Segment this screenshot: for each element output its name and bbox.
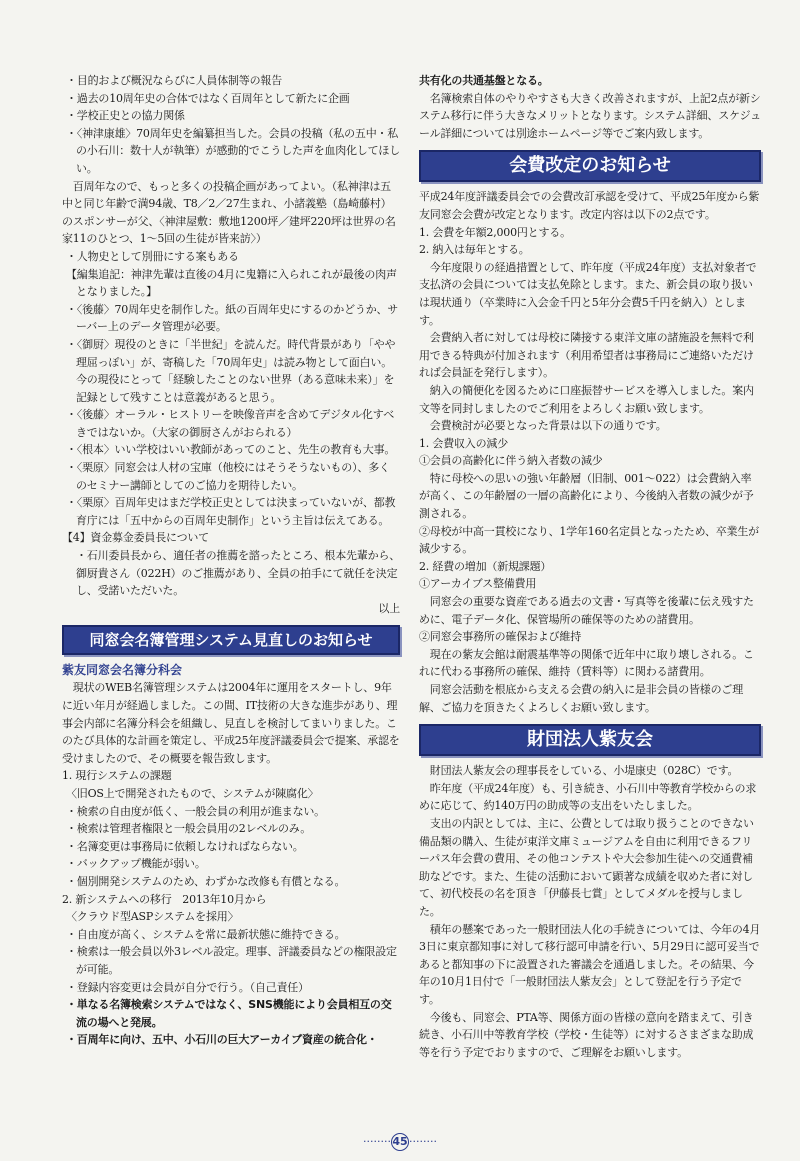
text-line: ・〈栗原〉同窓会は人材の宝庫（他校にはそうそうないもの）、多くのセミナー講師としてのご協力を期待したい。 [66, 461, 390, 492]
section-4-title: 【4】資金募金委員長について [62, 531, 209, 545]
foundation-text [419, 762, 761, 1061]
text-line: ・バックアップ機能が弱い。 [66, 857, 206, 871]
text-line: 会費納入者に対しては母校に隣接する東洋文庫の諸施設を無料で利用できる特典が付加されます（利用希望者は事務局にご連絡いただければ会員証を発行します）。 [419, 331, 754, 380]
text-line: ・個別開発システムのため、わずかな改修も有償となる。 [66, 874, 346, 888]
text-line: 同窓会活動を根底から支える会費の納入に是非会員の皆様のご理解、ご協力を頂きたくよろしくお願い致します。 [419, 683, 743, 714]
text-line: 【編集追記：神津先輩は直後の4月に鬼籍に入られこれが最後の肉声となりました。】 [66, 267, 397, 299]
text-line: ②母校が中高一貫校になり、1学年160名定員となったため、卒業生が減少する。 [419, 524, 759, 556]
text-line: ・自由度が高く、システムを常に最新状態に維持できる。 [66, 927, 346, 941]
section-4-end: 以上 [378, 601, 400, 615]
text-line: 2. 経費の増加（新規課題） [419, 559, 552, 573]
text-line: 財団法人紫友会の理事長をしている、小堤康史（028C）です。 [419, 764, 739, 778]
left-column [62, 72, 400, 1049]
text-line: 平成24年度評議委員会での会費改訂承認を受けて、平成25年度から紫友同窓会会費が改定となります。改定内容は以下の2点です。 [419, 190, 760, 221]
subhead-roster-subcommittee: 紫友同窓会名簿分科会 [62, 663, 183, 678]
bold-line: ・単なる名簿検索システムではなく、SNS機能により会員相互の交流の場へと発展。 [66, 998, 392, 1029]
text-line: 〈クラウド型ASPシステムを採用〉 [66, 910, 239, 924]
text-line: ・目的および概況ならびに人員体制等の報告 [66, 74, 282, 87]
benefit-continued: 共有化の共通基盤となる。 [419, 74, 549, 87]
roster-intro: 名簿検索自体のやりやすさも大きく改善されますが、上記2点が新システム移行に伴う大きなメリットとなります。システム詳細、スケジュール詳細については別途ホームページ等でご案内致します。 [419, 91, 761, 140]
text-line: 2. 納入は毎年とする。 [419, 243, 530, 257]
text-line: 2. 新システムへの移行 2013年10月から [62, 892, 267, 906]
text-line: 今後も、同窓会、PTA等、関係方面の皆様の意向を踏まえて、引き続き、小石川中等教育学校（学校・生徒等）に対するさまざまな助成等を行う予定でおりますので、ご理解をお願いします。 [419, 1010, 754, 1059]
text-line: ・名簿変更は事務局に依頼しなければならない。 [66, 839, 304, 853]
text-line: 現状のWEB名簿管理システムは2004年に運用をスタートし、9年に近い年月が経過しました。この間、IT技術の大きな進歩があり、理事会内部に名簿分科会を組織し、見直しを検討してまいりました。このたび具体的な計画を策定し、平成25年度評議委員会で提案、承認を受けましたので、その概要を報告致します。 [62, 681, 400, 765]
text-line: ・〈神津康雄〉70周年史を編纂担当した。会員の投稿（私の五中・私の小石川：数十人が執筆）が感動的でこうした声を血肉化してほしい。 [66, 126, 400, 175]
text-line: 1. 会費収入の減少 [419, 436, 508, 450]
text-line: ・〈根本〉いい学校はいい教師があってのこと、先生の教育も大事。 [66, 443, 396, 457]
text-line: ・検索は一般会員以外3レベル設定。理事、評議委員などの権限設定が可能。 [66, 945, 397, 976]
text-line: ②同窓会事務所の確保および維持 [419, 630, 581, 644]
banner-foundation: 財団法人紫友会 [419, 724, 761, 756]
text-line: 特に母校への思いの強い年齢層（旧制、001～022）は会費納入率が高く、この年齢層の一層の高齢化により、今後納入者数の減少が予測される。 [419, 471, 754, 521]
text-line: ・〈栗原〉百周年史はまだ学校正史としては決まっていないが、都教育庁には「五中からの百周年史制作」という主旨は伝えてある。 [66, 496, 396, 527]
banner-roster-system: 同窓会名簿管理システム見直しのお知らせ [62, 625, 400, 655]
section-4-body: ・石川委員長から、適任者の推薦を諮ったところ、根本先輩から、御厨貴さん（022H）のご推薦があり、全員の拍手にて就任を決定し、受諾いただいた。 [76, 549, 400, 598]
text-line: 積年の懸案であった一般財団法人化の手続きについては、今年の4月3日に東京都知事に対して移行認可申請を行い、5月29日に認可妥当であると都知事の下に設置された審議会を通過しました。その結果、今年の10月1日付で「一般財団法人紫友会」として登記を行う予定です。 [419, 922, 761, 1006]
text-line: ・学校正史との協力関係 [66, 109, 185, 123]
fee-revision-text [419, 188, 761, 716]
text-line: 同窓会の重要な資産である過去の文書・写真等を後輩に伝え残すために、電子データ化、保管場所の確保等のための諸費用。 [419, 595, 754, 626]
text-line: 1. 会費を年額2,000円とする。 [419, 225, 571, 239]
text-line: ・〈後藤〉70周年史を制作した。紙の百周年史にするのかどうか、サーバー上のデータ管理が必要。 [66, 302, 399, 334]
page-number: ········45········ [0, 1133, 800, 1151]
text-line: ・検索の自由度が低く、一般会員の利用が進まない。 [66, 804, 325, 818]
text-line: ①アーカイブス整備費用 [419, 577, 537, 591]
roster-system-text [62, 679, 400, 996]
text-line: 支出の内訳としては、主に、公費としては取り扱うことのできない備品類の購入、生徒が東洋文庫ミュージアムを自由に利用できるフリーパス年会費の費用、その他コンテストや大会参加生徒への交通費補助などです。また、生徒の活動において顕著な成績を収めた者に対して、初代校長の名を頂き「伊藤長七賞」としてメダルを授与しました。 [419, 816, 754, 918]
page-number-value: 45 [391, 1133, 409, 1151]
text-line: 現在の紫友会館は耐震基準等の関係で近年中に取り壊しされる。これに代わる事務所の確保、維持（賃料等）に関わる諸費用。 [419, 647, 754, 679]
roster-benefits-bold [62, 996, 400, 1049]
meeting-notes [62, 72, 400, 529]
text-line: 1. 現行システムの課題 [62, 769, 172, 783]
banner-fee-revision: 会費改定のお知らせ [419, 150, 761, 182]
text-line: 昨年度（平成24年度）も、引き続き、小石川中等教育学校からの求めに応じて、約140万円の助成等の支出をいたしました。 [419, 781, 757, 813]
text-line: 今年度限りの経過措置として、昨年度（平成24年度）支払対象者で支払済の会員については支払免除とします。また、新会員の取り扱いは現状通り（卒業時に入会金千円と5年分会費5千円を納入）とします。 [419, 260, 757, 327]
text-line: 会費検討が必要となった背景は以下の通りです。 [419, 419, 667, 433]
text-line: 百周年なので、もっと多くの投稿企画があってよい。（私神津は五中と同じ年齢で満94歳、T8／2／27生まれ、小諸義塾（島崎藤村）のスポンサーが父、〈神津屋敷：敷地1200坪／建坪220坪は世界の名家11のひとつ、1～5回の生徒が皆来訪〉） [62, 179, 396, 246]
text-line: ・人物史として別冊にする案もある [66, 249, 239, 263]
right-column [419, 72, 761, 1061]
text-line: 〈旧OS上で開発されたもので、システムが陳腐化〉 [66, 786, 319, 800]
text-line: ・〈後藤〉オーラル・ヒストリーを映像音声を含めてデジタル化すべきではないか。（大家の御厨さんがおられる） [66, 408, 395, 439]
text-line: ・登録内容変更は会員が自分で行う。（自己責任） [66, 980, 309, 994]
text-line: 納入の簡便化を図るために口座振替サービスを導入しました。案内文等を同封しましたのでご利用をよろしくお願い致します。 [419, 383, 754, 415]
text-line: ・〈御厨〉現役のときに「半世紀」を読んだ。時代背景があり「やや理屈っぽい」が、寄稿した「70周年史」は読み物として面白い。今の現役にとって「経験したことのない世界（ある意味未来）」を記録として残すことは意義があると思う。 [66, 337, 396, 404]
text-line: ・過去の10周年史の合体ではなく百周年として新たに企画 [66, 91, 350, 105]
text-line: ・検索は管理者権限と一般会員用の2レベルのみ。 [66, 822, 312, 836]
text-line: ①会員の高齢化に伴う納入者数の減少 [419, 454, 603, 468]
bold-line: ・百周年に向け、五中、小石川の巨大アーカイブ資産の統合化・ [66, 1033, 378, 1047]
